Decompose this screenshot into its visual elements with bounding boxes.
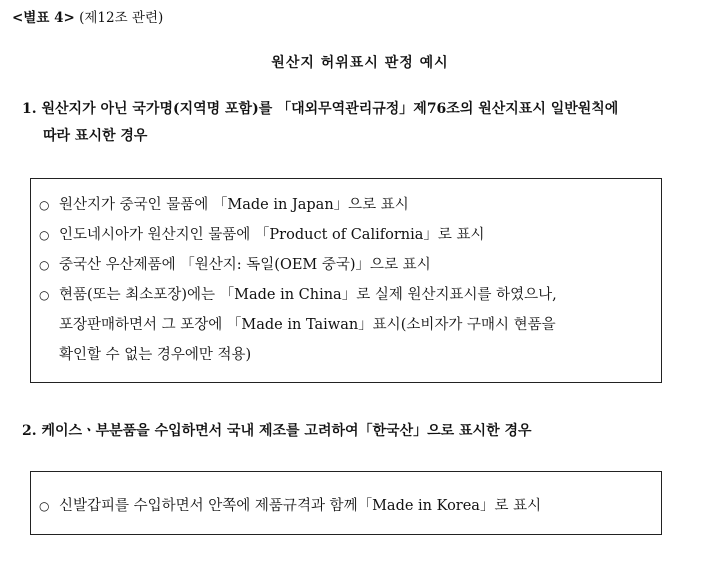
section-2-number: 2. <box>22 423 37 439</box>
list-item-text: 중국산 우산제품에 「원산지: 독일(OEM 중국)」으로 표시 <box>59 257 431 273</box>
section-2-heading <box>22 418 717 445</box>
section-1-heading-line-1: 원산지가 아닌 국가명(지역명 포함)를 「대외무역관리규정」제76조의 원산지표시 일반원칙에 <box>41 101 619 117</box>
list-item-text: 인도네시아가 원산지인 물품에 「Product of California」로 표시 <box>59 227 485 243</box>
section-1-heading-line-2: 따라 표시한 경우 <box>43 128 148 144</box>
list-item-text-line-2: 포장판매하면서 그 포장에 「Made in Taiwan」표시(소비자가 구매시 현품을 <box>59 317 556 333</box>
appendix-label: <별표 4> <box>12 10 75 26</box>
bullet-icon: ○ <box>39 228 50 242</box>
bullet-icon: ○ <box>39 499 50 513</box>
bullet-icon: ○ <box>39 288 50 302</box>
list-item-text: 신발갑피를 수입하면서 안쪽에 제품규격과 함께「Made in Korea」로 표시 <box>59 498 542 514</box>
section-2-heading-text: 케이스ㆍ부분품을 수입하면서 국내 제조를 고려하여「한국산」으로 표시한 경우 <box>41 423 532 439</box>
section-1-number: 1. <box>22 101 37 117</box>
appendix-header <box>12 6 163 26</box>
list-item <box>39 280 653 370</box>
list-item <box>39 250 653 280</box>
list-item <box>39 190 653 220</box>
bullet-icon: ○ <box>39 258 50 272</box>
list-item <box>39 491 653 521</box>
appendix-reference: (제12조 관련) <box>79 10 164 26</box>
section-1-heading <box>22 96 717 150</box>
section-2-examples-box <box>30 471 662 535</box>
list-item <box>39 220 653 250</box>
bullet-icon: ○ <box>39 198 50 212</box>
list-item-text-line-1: 현품(또는 최소포장)에는 「Made in China」로 실제 원산지표시를 하였으나, <box>59 287 557 303</box>
list-item-text-line-3: 확인할 수 없는 경우에만 적용) <box>59 347 252 363</box>
page-title: 원산지 허위표시 판정 예시 <box>271 55 449 71</box>
section-1-examples-box <box>30 178 662 383</box>
list-item-text: 원산지가 중국인 물품에 「Made in Japan」으로 표시 <box>59 197 409 213</box>
